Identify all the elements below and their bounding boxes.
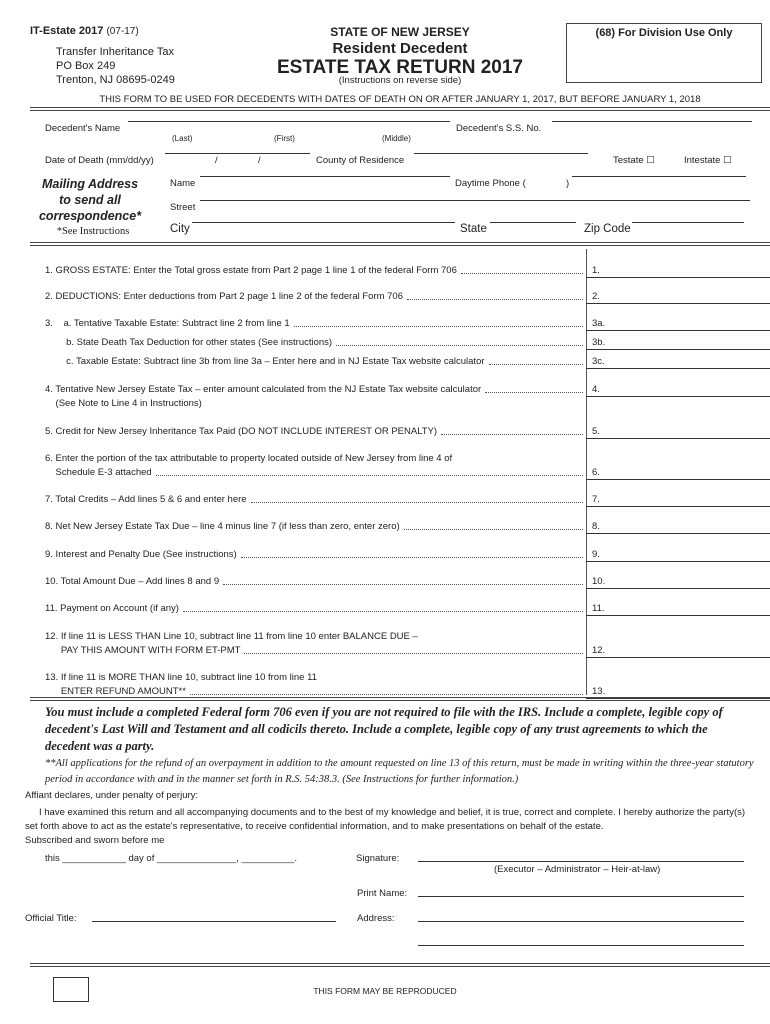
- dod-slash: /: [215, 155, 218, 166]
- tax-line: [45, 356, 585, 367]
- street-label: Street: [170, 202, 196, 213]
- line-number: 2.: [592, 291, 600, 302]
- print-name-label: Print Name:: [357, 888, 408, 899]
- decedent-name-label: Decedent's Name: [45, 123, 121, 134]
- line-text: Schedule E-3 attached: [45, 467, 152, 478]
- ssn-field[interactable]: [552, 121, 752, 122]
- subtitle: Resident Decedent: [332, 40, 468, 57]
- amount-field[interactable]: [586, 330, 770, 331]
- line-text: c. Taxable Estate: Subtract line 3b from line 3a – Enter here and in NJ Estate Tax website calculator: [45, 356, 485, 367]
- line-text: 8. Net New Jersey Estate Tax Due – line 4 minus line 7 (if less than zero, enter zero): [45, 521, 400, 532]
- amount-field[interactable]: [586, 368, 770, 369]
- dot-leader: [156, 475, 583, 476]
- line-text: b. State Death Tax Deduction for other states (See instructions): [45, 337, 333, 348]
- tax-line: [45, 467, 585, 478]
- tax-line: [45, 426, 585, 437]
- phone-field[interactable]: [572, 176, 746, 177]
- line-text: (See Note to Line 4 in Instructions): [45, 398, 202, 409]
- dot-leader: [407, 299, 583, 300]
- official-title-field[interactable]: [92, 921, 336, 922]
- amount-column-rule: [586, 249, 587, 695]
- dot-leader: [489, 364, 583, 365]
- address-field[interactable]: [418, 921, 744, 922]
- division-use-box: [566, 23, 762, 83]
- division-use-label: (68) For Division Use Only: [595, 27, 733, 39]
- line-text: 4. Tentative New Jersey Estate Tax – enter amount calculated from the NJ Estate Tax website calculator: [45, 384, 482, 395]
- tax-line: [45, 291, 585, 302]
- official-title-label: Official Title:: [25, 913, 77, 924]
- affidavit-statement: I have examined this return and all accompanying documents and to the best of my knowledge and belief, it is true, correct and complete. I hereby authorize the party(s) set forth above to act as the estate's representative, to receive confidential information, and to make presentations on behalf of the estate.: [25, 807, 746, 832]
- amount-field[interactable]: [586, 438, 770, 439]
- amount-field[interactable]: [586, 277, 770, 278]
- line-number: 5.: [592, 426, 600, 437]
- signature-label: Signature:: [356, 853, 400, 864]
- tax-line: [45, 318, 585, 329]
- line-text: PAY THIS AMOUNT WITH FORM ET-PMT: [45, 645, 241, 656]
- line-text: 7. Total Credits – Add lines 5 & 6 and enter here: [45, 494, 247, 505]
- dot-leader: [336, 345, 583, 346]
- instructions-note: (Instructions on reverse side): [338, 75, 462, 86]
- tax-line: [45, 384, 585, 395]
- middle-label: (Middle): [382, 134, 411, 143]
- role-label: (Executor – Administrator – Heir-at-law): [494, 864, 661, 875]
- tax-line: [45, 337, 585, 348]
- county-field[interactable]: [414, 153, 588, 154]
- amount-field[interactable]: [586, 533, 770, 534]
- amount-field[interactable]: [586, 588, 770, 589]
- dot-leader: [190, 694, 583, 695]
- zip-label: Zip Code: [584, 223, 631, 235]
- print-name-field[interactable]: [418, 896, 744, 897]
- line-number: 11.: [592, 603, 605, 614]
- tax-line: [45, 645, 585, 656]
- tax-line: [45, 576, 585, 587]
- amount-field[interactable]: [586, 506, 770, 507]
- form-id: IT-Estate 2017 (07-17): [30, 25, 139, 37]
- dot-leader: [441, 434, 583, 435]
- tax-line: [45, 265, 585, 276]
- state-heading: STATE OF NEW JERSEY: [330, 25, 470, 39]
- phone-close: ): [566, 178, 570, 189]
- dot-leader: [251, 502, 583, 503]
- sworn-label: Subscribed and sworn before me: [25, 835, 165, 846]
- amount-field[interactable]: [586, 479, 770, 480]
- line-text: 5. Credit for New Jersey Inheritance Tax Paid (DO NOT INCLUDE INTEREST OR PENALTY): [45, 426, 438, 437]
- line-number: 8.: [592, 521, 600, 532]
- zip-field[interactable]: [632, 222, 744, 223]
- state-label: State: [460, 223, 487, 235]
- line-text: 12. If line 11 is LESS THAN Line 10, subtract line 11 from line 10 enter BALANCE DUE –: [45, 631, 418, 642]
- ssn-label: Decedent's S.S. No.: [456, 123, 542, 134]
- tax-line: [45, 549, 585, 560]
- amount-field[interactable]: [586, 349, 770, 350]
- tax-line: [45, 494, 585, 505]
- refund-note: **All applications for the refund of an overpayment in addition to the amount requested on line 13 of this return, must be made in writing within the three-year statutory period in accordance with and in the manner set forth in R.S. 54:38.3. (See Instructions for further information.): [45, 758, 754, 785]
- line-number: 3c.: [592, 356, 605, 367]
- divider: [30, 963, 770, 967]
- dot-leader: [241, 557, 583, 558]
- affiant-declares: Affiant declares, under penalty of perjury:: [25, 790, 199, 801]
- dod-field[interactable]: [165, 153, 310, 154]
- divider: [30, 697, 770, 701]
- line-text: 2. DEDUCTIONS: Enter deductions from Part 2 page 1 line 2 of the federal Form 706: [45, 291, 404, 302]
- phone-label: Daytime Phone (: [455, 178, 526, 189]
- line-text: 11. Payment on Account (if any): [45, 603, 179, 614]
- dot-leader: [294, 326, 583, 327]
- line-text: 13. If line 11 is MORE THAN line 10, subtract line 10 from line 11: [45, 672, 317, 683]
- first-label: (First): [274, 134, 295, 143]
- amount-field[interactable]: [586, 303, 770, 304]
- see-instructions: *See Instructions: [56, 226, 130, 237]
- line-text: 9. Interest and Penalty Due (See instructions): [45, 549, 237, 560]
- line-number: 3b.: [592, 337, 606, 348]
- city-label: City: [170, 223, 190, 235]
- divider: [30, 242, 770, 246]
- footer-note: THIS FORM MAY BE REPRODUCED: [313, 986, 457, 996]
- mailing-name-label: Name: [170, 178, 196, 189]
- address-label: Address:: [357, 913, 395, 924]
- decedent-name-field[interactable]: [128, 121, 450, 122]
- federal-706-notice: You must include a completed Federal form 706 even if you are not required to file with the IRS. Include a complete, legible copy of decedent's Last Will and Testament and all codicils thereto. Include a complete, legible copy of any trust agreements to which the decedent was a party.: [45, 705, 723, 753]
- dot-leader: [223, 584, 583, 585]
- page-title: ESTATE TAX RETURN 2017: [277, 57, 523, 78]
- applicability-note: THIS FORM TO BE USED FOR DECEDENTS WITH DATES OF DEATH ON OR AFTER JANUARY 1, 2017, BUT BEFORE JANUARY 1, 2018: [99, 94, 701, 105]
- line-number: 9.: [592, 549, 600, 560]
- dot-leader: [485, 392, 583, 393]
- address-field-2[interactable]: [418, 945, 744, 946]
- dot-leader: [244, 653, 583, 654]
- line-number: 6.: [592, 467, 600, 478]
- tax-line: [45, 686, 585, 697]
- agency-city: Trenton, NJ 08695-0249: [56, 74, 175, 86]
- line-number: 3a.: [592, 318, 606, 329]
- line-text: 6. Enter the portion of the tax attributable to property located outside of New Jersey from line 4 of: [45, 453, 453, 464]
- line-number: 10.: [592, 576, 606, 587]
- dod-label: Date of Death (mm/dd/yy): [45, 155, 154, 166]
- street-field[interactable]: [200, 200, 750, 201]
- line-number: 13.: [592, 686, 606, 697]
- agency: Transfer Inheritance Tax: [56, 46, 175, 58]
- sworn-date-field[interactable]: this ____________ day of _______________, __________.: [45, 853, 297, 864]
- dot-leader: [461, 273, 583, 274]
- dod-slash: /: [258, 155, 261, 166]
- line-text: 1. GROSS ESTATE: Enter the Total gross estate from Part 2 page 1 line 1 of the federal Form 706: [45, 265, 457, 276]
- intestate-checkbox[interactable]: Intestate ☐: [684, 155, 732, 166]
- line-text: 10. Total Amount Due – Add lines 8 and 9: [45, 576, 220, 587]
- line-text: 3. a. Tentative Taxable Estate: Subtract line 2 from line 1: [45, 318, 290, 329]
- amount-field[interactable]: [586, 615, 770, 616]
- amount-field[interactable]: [586, 561, 770, 562]
- amount-field[interactable]: [586, 657, 770, 658]
- dot-leader: [183, 611, 583, 612]
- city-field[interactable]: [192, 222, 455, 223]
- dot-leader: [404, 529, 583, 530]
- line-number: 12.: [592, 645, 606, 656]
- testate-checkbox[interactable]: Testate ☐: [613, 155, 655, 166]
- tax-line: [45, 603, 585, 614]
- mailing-name-field[interactable]: [200, 176, 450, 177]
- county-label: County of Residence: [316, 155, 405, 166]
- last-label: (Last): [172, 134, 193, 143]
- signature-field[interactable]: [418, 861, 744, 862]
- line-text: ENTER REFUND AMOUNT**: [45, 686, 186, 697]
- tax-line: [45, 521, 585, 532]
- state-field[interactable]: [490, 222, 576, 223]
- mailing-heading: Mailing Address to send all correspondence*: [38, 177, 142, 223]
- line-number: 1.: [592, 265, 600, 276]
- line-number: 4.: [592, 384, 600, 395]
- po-box: PO Box 249: [56, 60, 116, 72]
- amount-field[interactable]: [586, 396, 770, 397]
- divider: [30, 107, 770, 111]
- line-number: 7.: [592, 494, 600, 505]
